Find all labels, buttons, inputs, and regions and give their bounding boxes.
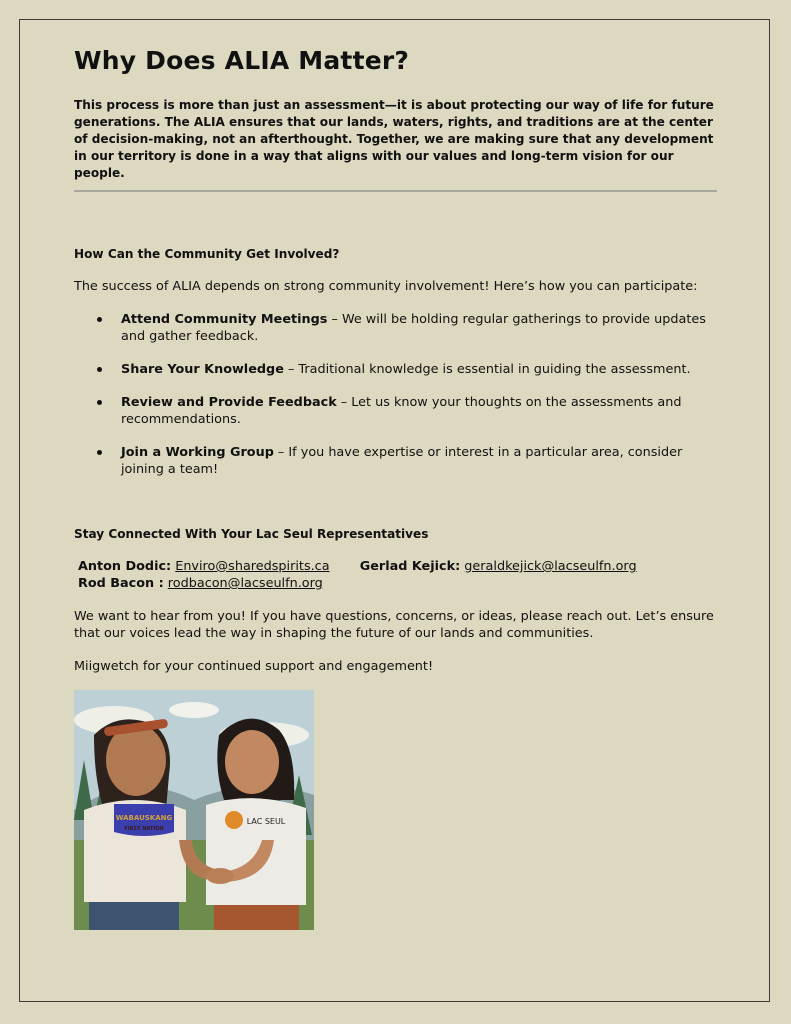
item-title: Join a Working Group	[121, 445, 274, 460]
contact-name: Rod Bacon :	[78, 576, 164, 591]
contact-name: Anton Dodic:	[78, 559, 172, 574]
involvement-list	[74, 311, 719, 494]
page-title: Why Does ALIA Matter?	[74, 46, 410, 75]
bullet-icon	[97, 367, 102, 372]
bullet-icon	[97, 450, 102, 455]
list-item	[74, 444, 719, 478]
contact-row	[78, 575, 637, 592]
contact-list	[78, 558, 637, 592]
right-shirt-text: LAC SEUL	[246, 817, 286, 826]
item-text: – We will be holding regular gatherings to provide updates and gather feedback.	[121, 312, 706, 344]
list-item	[74, 361, 719, 378]
handshake-illustration	[74, 690, 314, 930]
item-title: Attend Community Meetings	[121, 312, 328, 327]
left-shirt-text-1: WABAUSKANG	[115, 814, 173, 822]
list-item	[74, 311, 719, 345]
contact-name: Gerlad Kejick:	[359, 559, 461, 574]
intro-paragraph: This process is more than just an assessment—it is about protecting our way of life for future generations. The ALIA ensures that our lands, waters, rights, and traditions are at the center of decision-making, not an afterthought. Together, we are making sure that any development in our territory is done in a way that aligns with our values and long-term vision for our people.	[74, 98, 714, 180]
left-shirt-text-2: FIRST NATION	[124, 826, 164, 832]
contact-email-link[interactable]: Enviro@sharedspirits.ca	[175, 559, 330, 574]
item-text: – Let us know your thoughts on the assessments and recommendations.	[121, 395, 682, 427]
section-divider	[74, 190, 717, 192]
closing-paragraph: We want to hear from you! If you have questions, concerns, or ideas, please reach out. Let’s ensure that our voices lead the way in shaping the future of our lands and communities.	[74, 609, 714, 641]
bullet-icon	[97, 400, 102, 405]
item-title: Share Your Knowledge	[121, 362, 284, 377]
list-item	[74, 394, 719, 428]
item-text: – Traditional knowledge is essential in guiding the assessment.	[283, 362, 691, 377]
involve-lead: The success of ALIA depends on strong community involvement! Here’s how you can participate:	[74, 279, 698, 294]
contact-row	[78, 558, 637, 575]
contact-email-link[interactable]: rodbacon@lacseulfn.org	[167, 576, 323, 591]
thanks-line: Miigwetch for your continued support and engagement!	[74, 659, 434, 674]
item-title: Review and Provide Feedback	[121, 395, 337, 410]
handshake-illustration-art	[74, 690, 314, 930]
connect-heading: Stay Connected With Your Lac Seul Representatives	[74, 527, 429, 541]
item-text: – If you have expertise or interest in a particular area, consider joining a team!	[121, 445, 683, 477]
involve-heading: How Can the Community Get Involved?	[74, 247, 340, 261]
contact-email-link[interactable]: geraldkejick@lacseulfn.org	[464, 559, 637, 574]
bullet-icon	[97, 317, 102, 322]
